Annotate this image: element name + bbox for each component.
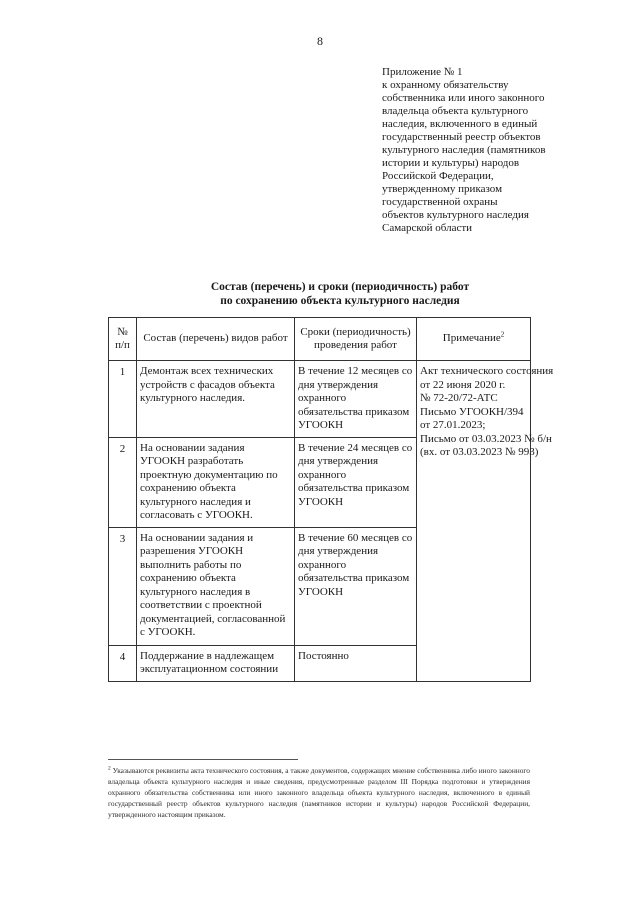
footnote — [108, 765, 530, 820]
page-number: 8 — [317, 34, 323, 48]
table-row — [109, 361, 531, 438]
table-header-row — [109, 318, 531, 361]
row-works: На основании задания УГООКН разработать проектную документацию по сохранению объекта культурного наследия и согласовать с УГООКН. — [137, 437, 295, 527]
appendix-line: Приложение № 1 — [382, 66, 463, 78]
row-number: 1 — [109, 361, 137, 438]
footnote-divider — [108, 759, 298, 760]
header-terms: Сроки (периодичность) проведения работ — [295, 318, 417, 361]
appendix-line: объектов культурного наследия — [382, 209, 529, 221]
appendix-line: культурного наследия (памятников — [382, 144, 546, 156]
row-terms: Постоянно — [295, 645, 417, 681]
row-number: 4 — [109, 645, 137, 681]
note-line: Акт технического состояния — [420, 365, 554, 377]
note-line: от 27.01.2023; — [420, 419, 486, 431]
row-terms: В течение 60 месяцев со дня утверждения охранного обязательства приказом УГООКН — [295, 527, 417, 645]
title-line-1: Состав (перечень) и сроки (периодичность) работ — [210, 281, 470, 293]
appendix-line: к охранному обязательству — [382, 79, 509, 91]
appendix-line: государственной охраны — [382, 196, 498, 208]
note-line: (вх. от 03.03.2023 № 993) — [420, 446, 539, 458]
header-note-label: Примечание — [442, 332, 501, 345]
row-number: 2 — [109, 437, 137, 527]
works-table — [108, 317, 554, 682]
appendix-line: наследия, включенного в единый — [382, 118, 538, 130]
document-title — [0, 280, 640, 308]
row-works: На основании задания и разрешения УГООКН выполнить работы по сохранению объекта культурного наследия в соответствии с проектной документацией, согласованной с УГООКН. — [137, 527, 295, 645]
footnote-text: Указываются реквизиты акта технического состояния, а также документов, содержащих мнение собственника либо иного законного владельца объекта культурного наследия и иные сведения, предусмотренные разделом III Порядка подготовки и утверждения охранного обязательства собственника или иного законного владельца объекта культурного наследия, включенного в единый государственный реестр объектов культурного наследия (памятников истории и культуры) народов Российской Федерации, утвержденного настоящим приказом. — [108, 766, 530, 819]
appendix-line: истории и культуры) народов — [382, 157, 520, 169]
row-terms: В течение 24 месяцев со дня утверждения охранного обязательства приказом УГООКН — [295, 437, 417, 527]
row-works: Демонтаж всех технических устройств с фасадов объекта культурного наследия. — [137, 361, 295, 438]
row-terms: В течение 12 месяцев со дня утверждения охранного обязательства приказом УГООКН — [295, 361, 417, 438]
appendix-block — [382, 66, 582, 235]
note-line: № 72-20/72-АТС — [420, 392, 498, 404]
note-line: от 22 июня 2020 г. — [420, 378, 506, 391]
footnote-mark: 2 — [108, 765, 111, 772]
appendix-line: утвержденному приказом — [382, 183, 503, 195]
title-line-2: по сохранению объекта культурного наследия — [220, 295, 460, 307]
appendix-line: владельца объекта культурного — [382, 105, 529, 117]
note-line: Письмо от 03.03.2023 № б/н — [420, 432, 552, 445]
appendix-line: Самарской области — [382, 222, 473, 234]
appendix-line: государственный реестр объектов — [382, 131, 541, 143]
header-num: № п/п — [109, 318, 137, 361]
appendix-line: собственника или иного законного — [382, 92, 545, 104]
header-note — [417, 318, 531, 361]
row-works: Поддержание в надлежащем эксплуатационном состоянии — [137, 645, 295, 681]
row-number: 3 — [109, 527, 137, 645]
appendix-line: Российской Федерации, — [382, 170, 494, 182]
footnote-reference: 2 — [500, 330, 505, 339]
note-line: Письмо УГООКН/394 — [420, 405, 524, 418]
note-cell — [417, 361, 554, 682]
header-works: Состав (перечень) видов работ — [137, 318, 295, 361]
